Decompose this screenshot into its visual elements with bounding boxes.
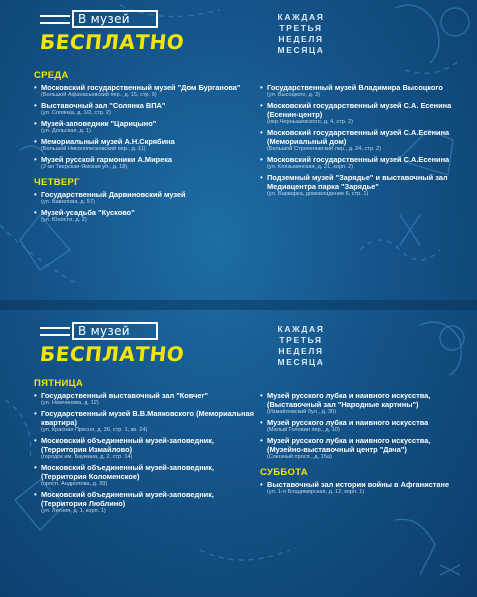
free-title: БЕСПЛАТНО <box>38 342 186 366</box>
list-item: • Московский государственный музей С.А. Есенина (Есенин-центр) (пер.Чернышевского, д. 4, стр. 2) <box>260 101 465 126</box>
list-item: • Государственный Дарвиновский музей (ул. Вавилова, д. 57) <box>34 190 256 206</box>
free-title: БЕСПЛАТНО <box>38 30 186 54</box>
list-item: • Московский государственный музей С.А.Есенина (Мемориальный дом) (Большой Строченовский пер., д. 24, стр. 2) <box>260 128 465 153</box>
list-item: • Мемориальный музей А.Н.Скрябина (Большой Николопесковский пер., д. 11) <box>34 137 256 153</box>
list-item: • Московский государственный музей "Дом Бурганова" (Большой Афанасьевский пер., д. 15, стр. 9) <box>34 83 256 99</box>
note-line: НЕДЕЛЯ <box>278 34 324 44</box>
list-item: • Музей русской гармоники А.Мирека (2-ая Тверская-Ямская ул., д. 18) <box>34 155 256 171</box>
list-item: • Московский объединенный музей-заповедник, (Территория Коломенское) (просп. Андропова, д. 39) <box>34 463 256 488</box>
badge-label: В музей <box>72 10 158 28</box>
list-item: • Государственный выставочный зал "Ковчег" (ул. Немчинова, д. 12) <box>34 391 256 407</box>
right-column <box>260 391 465 498</box>
left-column <box>34 70 256 226</box>
badge-stripes <box>40 15 70 24</box>
day-heading-saturday: СУББОТА <box>260 467 308 478</box>
list-item: • Московский объединенный музей-заповедник, (Территория Измайлово) (городок им. Баумана, д. 2, стр. 14) <box>34 436 256 461</box>
every-third-week-note <box>268 12 334 56</box>
list-item: • Московский объединенный музей-заповедник, (Территория Люблино) (ул. Летняя, д. 1, корп. 1) <box>34 490 256 515</box>
list-item: • Музей русского лубка и наивного искусства, (Выставочный зал "Народные картины") (Измайловский бул., д. 30) <box>260 391 465 416</box>
list-item: • Государственный музей Владимира Высоцкого (ул. Высоцкого, д. 3) <box>260 83 465 99</box>
day-heading-friday: ПЯТНИЦА <box>34 378 84 389</box>
note-line: МЕСЯЦА <box>277 45 325 55</box>
right-column <box>260 83 465 200</box>
note-line: КАЖДАЯ <box>277 12 325 22</box>
list-item: • Музей-заповедник "Царицыно" (ул. Дольская, д. 1) <box>34 119 256 135</box>
list-item: • Музей русского лубка и наивного искусства, (Музейно-выставочный центр "Дача") (Союзный просп., д. 15а) <box>260 436 465 461</box>
day-heading-wednesday: СРЕДА <box>34 70 69 81</box>
list-item: • Музей-усадьба "Кусково" (ул. Юности, д. 2) <box>34 208 256 224</box>
day-heading-thursday: ЧЕТВЕРГ <box>34 177 80 188</box>
list-item: • Выставочный зал "Солянка ВПА" (ул. Солянка, д. 1/2, стр. 2) <box>34 101 256 117</box>
every-third-week-note <box>268 324 334 368</box>
panel-top <box>0 0 477 298</box>
note-line: НЕДЕЛЯ <box>278 346 324 356</box>
note-line: ТРЕТЬЯ <box>279 23 323 33</box>
museum-badge <box>40 322 158 340</box>
badge-stripes <box>40 327 70 336</box>
list-item: • Музей русского лубка и наивного искусства (Малый Головин пер., д. 10) <box>260 418 465 434</box>
list-item: • Подземный музей "Зарядье" и выставочный зал Медиацентра парка "Зарядье" (ул. Варварка, домовладение 6, стр. 1) <box>260 173 465 198</box>
note-line: МЕСЯЦА <box>277 357 325 367</box>
panel-bottom <box>0 312 477 597</box>
badge-label: В музей <box>72 322 158 340</box>
note-line: КАЖДАЯ <box>277 324 325 334</box>
list-item: • Московский государственный музей С.А.Есенина (ул. Клязьминская, д. 21, корп. 2) <box>260 155 465 171</box>
list-item: • Выставочный зал истории войны в Афганистане (ул. 1-я Владимирская, д. 12, корп. 1) <box>260 480 465 496</box>
note-line: ТРЕТЬЯ <box>279 335 323 345</box>
left-column <box>34 378 256 517</box>
list-item: • Государственный музей В.В.Маяковского (Мемориальная квартира) (ул. Красная Пресня, д. 36, стр. 1, кв. 24) <box>34 409 256 434</box>
museum-badge <box>40 10 158 28</box>
